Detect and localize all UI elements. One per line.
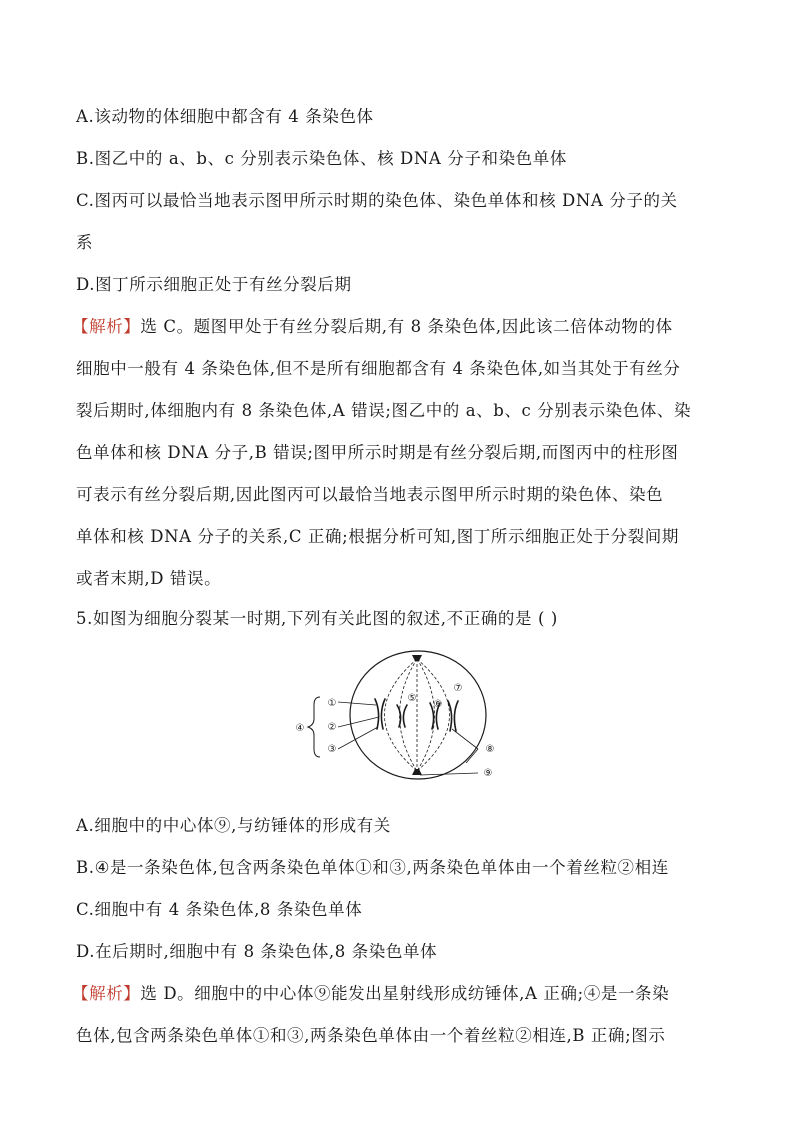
analysis-tag: 【解析】 <box>72 984 141 1003</box>
cell-membrane <box>350 651 486 779</box>
label-6: ⑥ <box>433 699 443 710</box>
analysis-tag: 【解析】 <box>72 317 141 336</box>
label-5: ⑤ <box>407 693 417 704</box>
centrosome-icon <box>412 655 422 661</box>
q4-option-d: D.图丁所示细胞正处于有丝分裂后期 <box>76 275 352 294</box>
label-9: ⑨ <box>483 768 493 779</box>
label-1: ① <box>327 698 337 709</box>
q4-analysis-line: 单体和核 DNA 分子的关系,C 正确;根据分析可知,图丁所示细胞正处于分裂间期 <box>76 527 679 546</box>
chromosomes <box>375 699 458 731</box>
q4-option-c-line1: C.图丙可以最恰当地表示图甲所示时期的染色体、染色单体和核 DNA 分子的关 <box>76 191 678 210</box>
q5-option-a: A.细胞中的中心体⑨,与纺锤体的形成有关 <box>76 816 391 835</box>
label-8: ⑧ <box>485 744 495 755</box>
chromosome-icon <box>397 705 407 727</box>
q4-analysis-line: 细胞中一般有 4 条染色体,但不是所有细胞都含有 4 条染色体,如当其处于有丝分 <box>76 359 681 378</box>
q5-analysis-line: 色体,包含两条染色单体①和③,两条染色单体由一个着丝粒②相连,B 正确;图示 <box>76 1026 666 1045</box>
q4-option-b: B.图乙中的 a、b、c 分别表示染色体、核 DNA 分子和染色单体 <box>76 149 567 168</box>
chromosome-icon <box>375 699 385 729</box>
centrosome-icon <box>412 769 422 775</box>
spindle-fibers <box>385 659 450 771</box>
cell-division-figure <box>290 645 520 793</box>
q5-option-d: D.在后期时,细胞中有 8 条染色体,8 条染色单体 <box>76 942 438 961</box>
q4-analysis-line: 可表示有丝分裂后期,因此图丙可以最恰当地表示图甲所示时期的染色体、染色 <box>76 485 664 504</box>
q5-analysis-line <box>72 982 669 1006</box>
brace <box>308 697 320 757</box>
q4-analysis-line <box>72 315 673 339</box>
analysis-text: 选 C。题图甲处于有丝分裂后期,有 8 条染色体,因此该二倍体动物的体 <box>140 317 673 336</box>
label-3: ③ <box>327 744 337 755</box>
q5-stem: 5.如图为细胞分裂某一时期,下列有关此图的叙述,不正确的是 ( ) <box>76 609 558 628</box>
q5-option-b: B.④是一条染色体,包含两条染色单体①和③,两条染色单体由一个着丝粒②相连 <box>76 858 669 877</box>
q4-option-c-line2: 系 <box>76 233 94 252</box>
q5-option-c: C.细胞中有 4 条染色体,8 条染色单体 <box>76 900 363 919</box>
label-7: ⑦ <box>453 683 463 694</box>
q4-option-a: A.该动物的体细胞中都含有 4 条染色体 <box>76 107 374 126</box>
label-4: ④ <box>295 723 305 734</box>
q4-analysis-line: 裂后期时,体细胞内有 8 条染色体,A 错误;图乙中的 a、b、c 分别表示染色体、染 <box>76 401 692 420</box>
q4-analysis-line: 或者末期,D 错误。 <box>76 569 222 588</box>
label-2: ② <box>327 722 337 733</box>
analysis-text: 选 D。细胞中的中心体⑨能发出星射线形成纺锤体,A 正确;④是一条染 <box>140 984 670 1003</box>
q4-analysis-line: 色单体和核 DNA 分子,B 错误;图甲所示时期是有丝分裂后期,而图丙中的柱形图 <box>76 443 679 462</box>
leader-lines <box>338 702 478 775</box>
